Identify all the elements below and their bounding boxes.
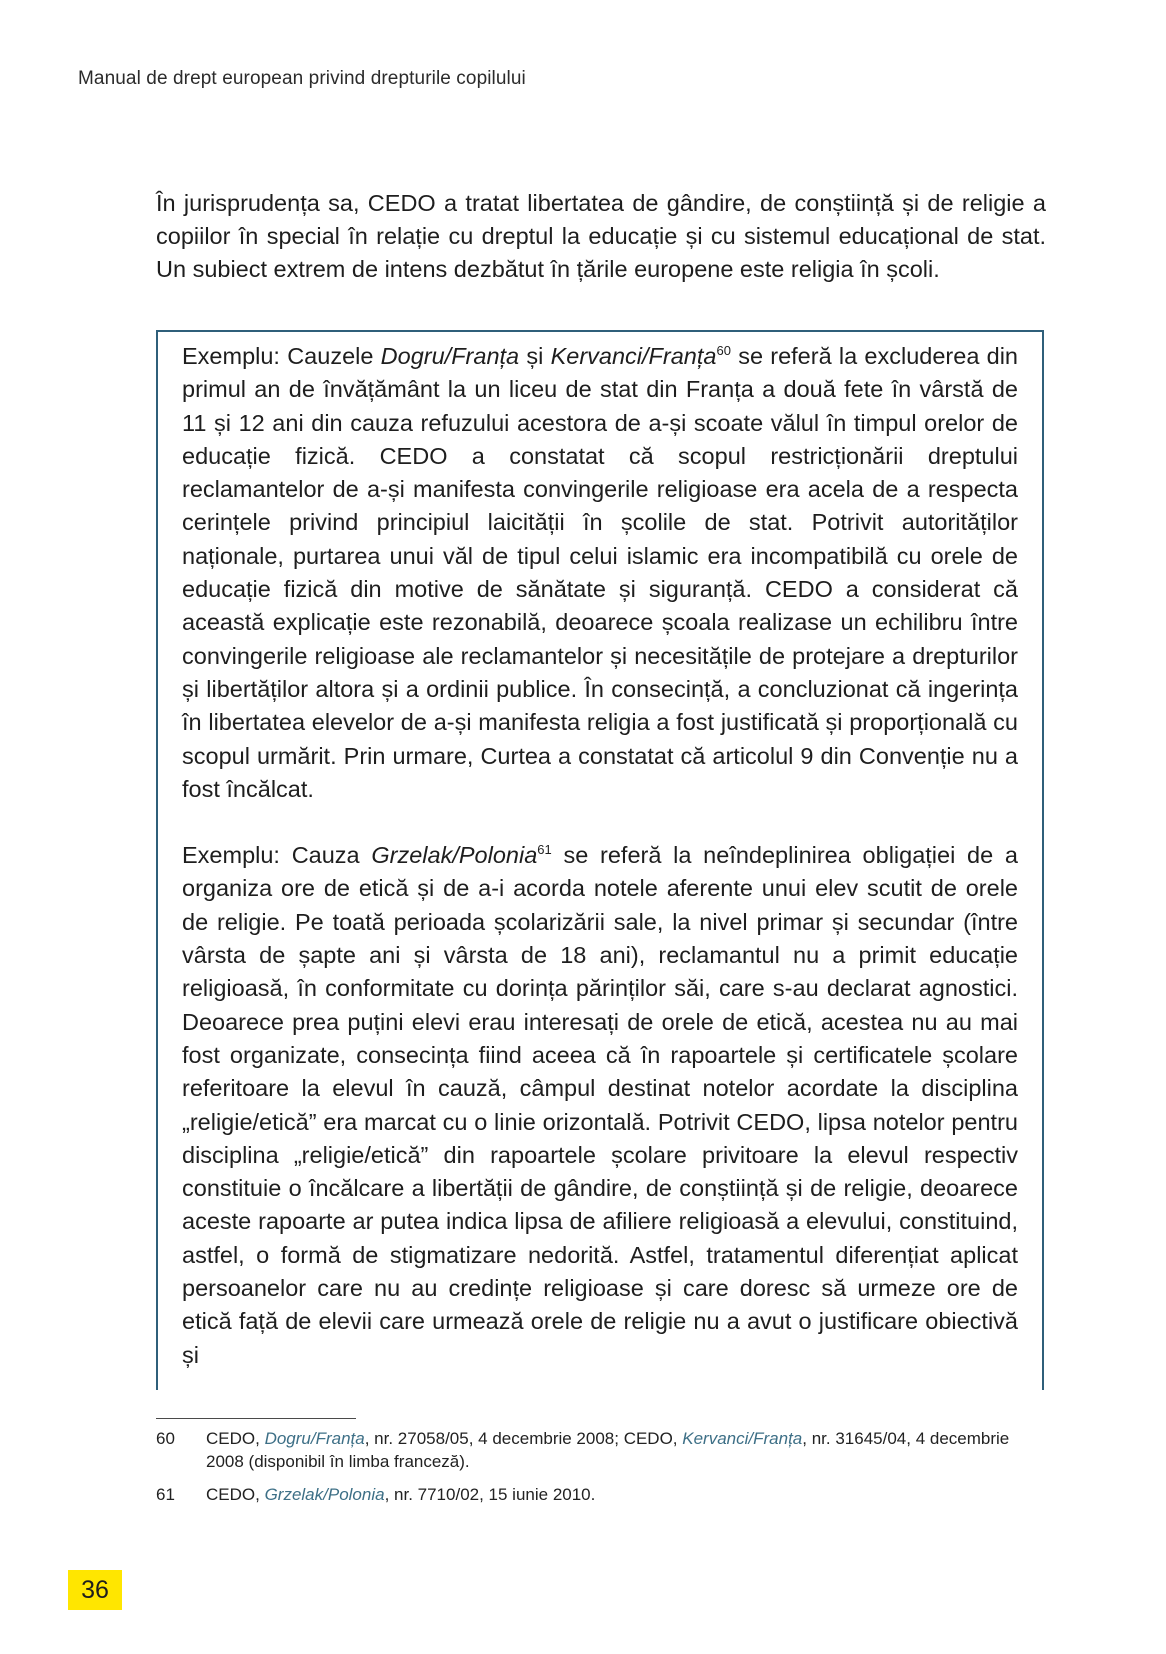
footnotes <box>156 1427 1036 1516</box>
footnote-number: 60 <box>156 1429 175 1448</box>
footnote-text <box>206 1483 1036 1506</box>
footnote-case-link[interactable]: Kervanci/Franța <box>682 1429 803 1448</box>
intro-paragraph: În jurisprudența sa, CEDO a tratat libertatea de gândire, de conștiință și de religie a copiilor în special în relație cu dreptul la educație și cu sistemul educațional de stat. Un subiect extrem de intens dezbătut în țările europene este religia în școli. <box>156 190 1046 282</box>
footnote-ref[interactable]: 60 <box>716 343 731 359</box>
footnote-prefix: CEDO, <box>206 1429 265 1448</box>
footnote-61 <box>156 1483 1036 1506</box>
footnote-case-link[interactable]: Dogru/Franța <box>264 1429 365 1448</box>
example-lead: Exemplu: Cauza <box>182 842 372 869</box>
footnote-number: 61 <box>156 1485 175 1504</box>
example-box <box>156 330 1044 1390</box>
example-paragraph-2 <box>182 839 1018 1372</box>
example-body: se referă la excluderea din primul an de învățământ la un liceu de stat din Franța a două fete în vârstă de 11 și 12 ani din cauza refuzului acestora de a-și scoate vălul în timpul orelor de educație fizică. CEDO a constatat că scopul restricționării dreptului reclamantelor de a-și manifesta convingerile religioase era acela de a respecta cerințele privind principiul laicității în școlile de stat. Potrivit autorităților naționale, purtarea unui văl de tipul celui islamic era incompatibilă cu orele de educație fizică din motive de sănătate și siguranță. CEDO a considerat că această explicație este rezonabilă, deoarece școala realizase un echilibru între convingerile religioase ale reclamantelor și necesitățile de protejare a drepturilor și libertăților altora și a ordinii publice. În consecință, a concluzionat că ingerința în libertatea elevelor de a-și manifesta religia a fost justificată și proporțională cu scopul urmărit. Prin urmare, Curtea a constatat că articolul 9 din Convenție nu a fost încălcat. <box>182 343 1018 802</box>
case-name: Dogru/Franța <box>380 343 520 369</box>
example-paragraph-1 <box>182 340 1018 806</box>
footnote-suffix: , nr. 7710/02, 15 iunie 2010. <box>384 1485 596 1504</box>
footnote-text <box>206 1427 1036 1473</box>
footnote-mid: , nr. 27058/05, 4 decembrie 2008; CEDO, <box>364 1429 683 1448</box>
footnote-case-link[interactable]: Grzelak/Polonia <box>264 1485 385 1504</box>
example-body: se referă la neîndeplinirea obligației de a organiza ore de etică și de a-i acorda notele aferente unui elev scutit de orele de religie. Pe toată perioada școlarizării sale, la nivel primar și secundar (între vârsta de șapte ani și vârsta de 18 ani), reclamantul nu a primit educație religioasă, în conformitate cu dorința părinților săi, care s-au declarat agnostici. Deoarece prea puțini elevi erau interesați de orele de etică, acestea nu au mai fost organizate, consecința fiind aceea că în rapoartele și certificatele școlare referitoare la elevul în cauză, câmpul destinat notelor acordate la disciplina „religie/etică” era marcat cu o linie orizontală. Potrivit CEDO, lipsa notelor pentru disciplina „religie/etică” din rapoartele școlare privitoare la elevul respectiv constituie o încălcare a libertății de gândire, de conștiință și de religie, deoarece aceste rapoarte ar putea indica lipsa de afiliere religioasă a elevului, constituind, astfel, o formă de stigmatizare nedorită. Astfel, tratamentul diferențiat aplicat persoanelor care nu au credințe religioase și care doresc să urmeze ore de etică față de elevii care urmează orele de religie nu a avut o justificare obiectivă și <box>182 842 1018 1368</box>
footnote-suffix: , nr. 31645/04, 4 decembrie 2008 (disponibil în limba franceză). <box>206 1429 1010 1471</box>
conjunction: și <box>519 343 551 369</box>
footnote-prefix: CEDO, <box>206 1485 265 1504</box>
example-lead: Exemplu: Cauzele <box>182 343 381 369</box>
footnote-60 <box>156 1427 1036 1473</box>
footnote-ref[interactable]: 61 <box>537 842 552 858</box>
footnote-separator <box>156 1418 356 1419</box>
page-number: 36 <box>68 1570 122 1610</box>
running-header: Manual de drept european privind drepturile copilului <box>78 68 526 89</box>
case-name: Kervanci/Franța <box>550 343 717 369</box>
case-name: Grzelak/Polonia <box>371 842 538 869</box>
